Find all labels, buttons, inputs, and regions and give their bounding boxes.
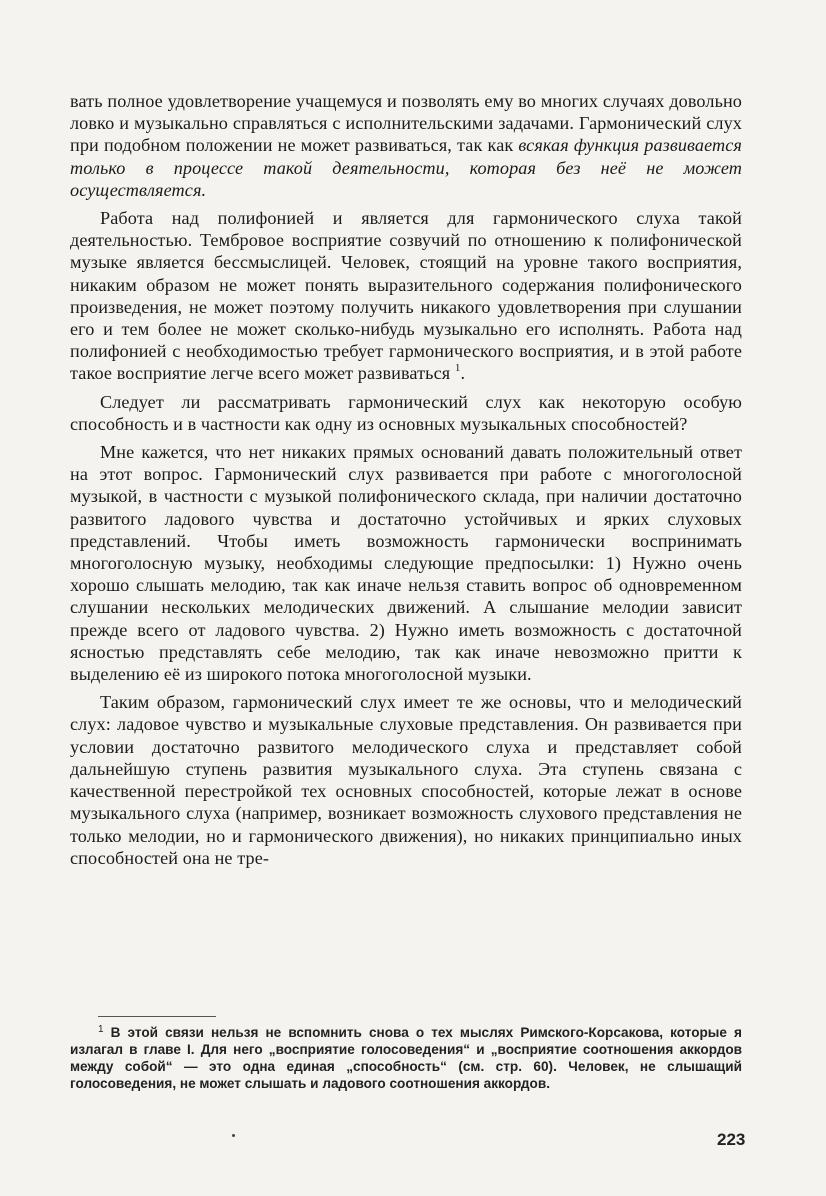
paragraph-2-end: .: [460, 363, 466, 384]
paragraph-4: [70, 441, 742, 685]
footnote-divider: [98, 1016, 216, 1017]
print-speck: [232, 1134, 235, 1137]
footnote-text: В этой связи нельзя не вспомнить снова о тех мыслях Римского-Корсакова, которые я излагал в главе I. Для него „восприятие голосоведения“ и „восприятие соотношения аккордов между собой“ — это одна единая „способность“ (см. стр. 60). Человек, не слышащий голосоведения, не может слышать и ладового соотношения аккордов.: [70, 1025, 742, 1091]
footnote: [70, 1024, 742, 1092]
paragraph-1-italic-text: всякая функция развивается только в процессе такой деятельности, которая без неё не может осуществляется.: [70, 135, 742, 200]
paragraph-4-text: Мне кажется, что нет никаких прямых оснований давать положительный ответ на этот вопрос. Гармонический слух развивается при работе с многоголосной музыкой, в частности с музыкой полифонического склада, при наличии достаточно развитого ладового чувства и достаточно устойчивых и ярких слуховых представлений. Чтобы иметь возможность гармонически воспринимать многоголосную музыку, необходимы следующие предпосылки: 1) Нужно очень хорошо слышать мелодию, так как иначе нельзя ставить вопрос об одновременном слушании нескольких мелодических движений. А слышание мелодии зависит прежде всего от ладового чувства. 2) Нужно иметь возможность с достаточной ясностью представлять себе мелодию, так как иначе невозможно притти к выделению её из широкого потока многоголосной музыки.: [70, 442, 742, 685]
paragraph-5-text: Таким образом, гармонический слух имеет те же основы, что и мелодический слух: ладовое чувство и музыкальные слуховые представления. Он развивается при условии достаточно развитого мелодического слуха и представляет собой дальнейшую ступень развития музыкального слуха. Эта ступень связана с качественной перестройкой тех основных способностей, которые лежат в основе музыкального слуха (например, возникает возможность слухового представления не только мелодии, но и гармонического движения), но никаких принципиально иных способностей она не тре-: [70, 692, 742, 868]
paragraph-2: [70, 207, 742, 385]
paragraph-1: [70, 90, 742, 201]
footnote-ref[interactable]: 1: [454, 362, 461, 375]
paragraph-2-text: Работа над полифонией и является для гармонического слуха такой деятельностью. Тембровое восприятие созвучий по отношению к полифонической музыке является бессмыслицей. Человек, стоящий на уровне такого восприятия, никаким образом не может понять выразительного содержания полифонического произведения, не может поэтому получить никакого удовлетворения при слушании его и тем более не может сколько-нибудь музыкально его исполнять. Работа над полифонией с необходимостью требует гармонического восприятия, и в этой работе такое восприятие легче всего может развиваться: [70, 208, 742, 384]
paragraph-1-text: вать полное удовлетворение учащемуся и позволять ему во многих случаях довольно ловко и музыкально справляться с исполнительскими задачами. Гармонический слух при подобном положении не может развиваться, так как: [70, 91, 742, 156]
page-body: [70, 90, 742, 869]
paragraph-5: [70, 691, 742, 869]
paragraph-3: [70, 391, 742, 435]
page-number: 223: [717, 1130, 746, 1149]
paragraph-3-text: Следует ли рассматривать гармонический слух как некоторую особую способность и в частности как одну из основных музыкальных способностей?: [70, 391, 742, 434]
footnote-marker: 1: [98, 1024, 104, 1035]
